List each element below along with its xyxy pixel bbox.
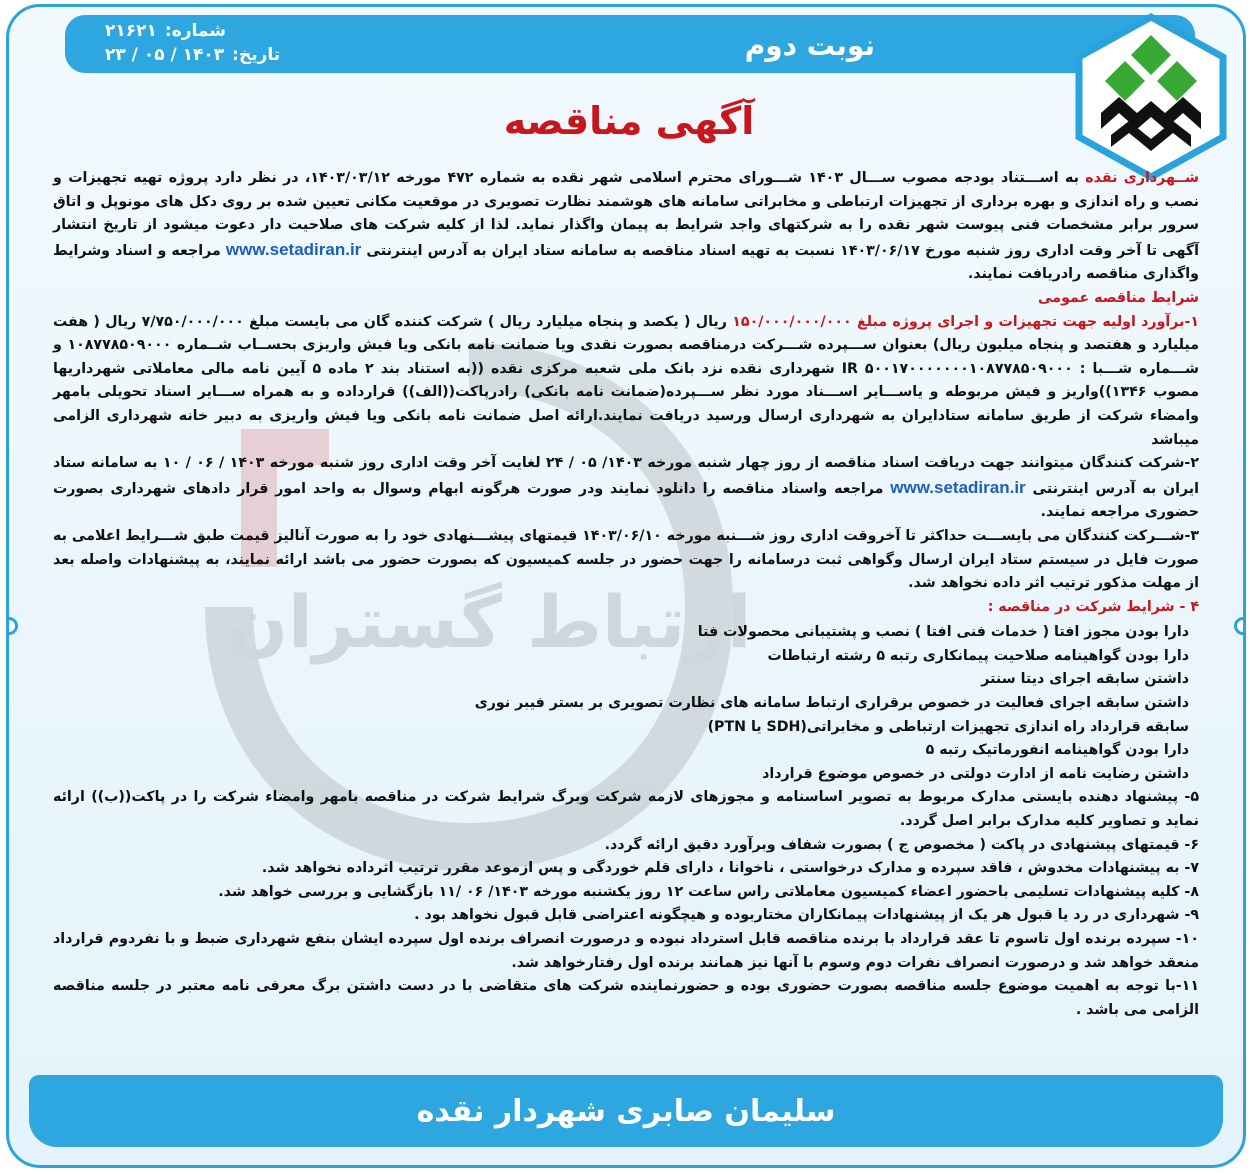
intro-text-1: به اســـتناد بودجه مصوب ســـال ۱۴۰۳ شـــورای محترم اسلامی شهر نقده به شماره ۴۷۲ مورخه ۱۴۰۳/۰۳/۱۲، در نظر دارد پروژه تهیه تجهیزات و نصب و راه اندازی و بهره برداری از تجهیزات ارتباطی و مخابراتی سامانه های هوشمند نظارت تصویری در موقعیت مکانی تعیین شده بر روی دکل های مونوپل و اتاق سرور برابر مشخصات فنی پیوست شهر نقده را به شرکتهای واجد شرایط به پیمان واگذار نماید. لذا از کلیه شرکت های صلاحیت دار دعوت میشود از تاریخ انتشار آگهی تا آخر وقت اداری روز شنبه مورخ ۱۴۰۳/۰۶/۱۷ نسبت به تهیه اسناد مناقصه به سامانه ستاد ایران به آدرس اینترنتی	[53, 170, 1199, 259]
issuer-name: شــهرداری نقده	[1085, 170, 1199, 186]
item-4-heading: ۴ - شرایط شرکت در مناقصه :	[987, 598, 1199, 615]
date-value: ۱۴۰۳ / ۰۵ / ۲۳	[105, 45, 225, 65]
series-label: نوبت دوم	[744, 28, 875, 62]
hexagon-logo-icon	[1067, 13, 1235, 181]
list-item: سابقه قرارداد راه اندازی تجهیزات ارتباطی و مخابراتی(SDH یا PTN)	[707, 718, 1189, 735]
item-10: ۱۰- سپرده برنده اول تاسوم تا عقد قرارداد با برنده مناقصه قابل استرداد نبوده و درصورت انصراف برنده اول سپرده ایشان بنفع شهرداری ضبط و با نفردوم قرارداد منعقد خواهد شد و درصورت انصراف نفرات دوم وسوم با آنها نیز همانند برنده اول رفتارخواهد شد.	[53, 931, 1199, 971]
item-8: ۸- کلیه پیشنهادات تسلیمی باحضور اعضاء کمیسیون معاملاتی راس ساعت ۱۲ روز یکشنبه مورخه ۱۴۰۳/ ۰۶ /۱۱ بازگشایی و بررسی خواهد شد.	[218, 883, 1199, 900]
list-item: دارا بودن گواهینامه صلاحیت پیمانکاری رتبه ۵ رشته ارتباطات	[767, 647, 1189, 664]
watermark-text: ارتباط گستران	[226, 580, 749, 664]
general-conditions-heading: شرایط مناقصه عمومی	[1037, 289, 1199, 306]
number-label: شماره:	[164, 21, 227, 41]
date-label: تاریخ:	[232, 45, 281, 65]
list-item: داشتن سابقه اجرای فعالیت در خصوص برقراری ارتباط سامانه های نظارت تصویری بر بستر فیبر نوری	[474, 695, 1189, 712]
list-item: دارا بودن گواهینامه انفورماتیک رتبه ۵	[925, 742, 1189, 759]
notice-title: آگهی مناقصه	[503, 99, 755, 143]
list-item: داشتن سابقه اجرای دیتا سنتر	[981, 671, 1189, 688]
intro-paragraph	[53, 167, 1199, 287]
website-link-2[interactable]: www.setadiran.ir	[890, 477, 1026, 497]
item-3: ۳-شـــرکت کنندگان می بایســـت حداکثر تا آخروقت اداری روز شـــنبه مورخه ۱۴۰۳/۰۶/۱۰ قیمتهای پیشـــنهادی خود را به صورت آنالیز قیمت طبق شـــرایط اعلامی به صورت فایل در سیستم ستاد ایران ارسال وگواهی ثبت درسامانه را جهت حضور در جلسه کمیسیون که بصورت حضور می باشد ارائه نمایند، به پیشنهادات واصله بعد از مهلت مذکور ترتیب اثر داده نخواهد شد.	[53, 527, 1200, 592]
item-1	[53, 311, 1199, 453]
item-2-text-1: ۲-شرکت کنندگان میتوانند جهت دریافت اسناد مناقصه از روز چهار شنبه مورخه ۱۴۰۳/ ۰۵ / ۲۴ لغایت آخر وقت اداری روز شنبه مورخه ۱۴۰۳ / ۰۶ / ۱۰ به سامانه ستاد ایران به آدرس اینترنتی	[53, 455, 1200, 497]
municipality-logo	[1067, 13, 1235, 181]
notice-meta	[105, 19, 280, 67]
frame-notch-left	[6, 617, 18, 635]
item-2	[53, 452, 1199, 525]
number-value: ۲۱۶۲۱	[105, 21, 157, 41]
website-link[interactable]: www.setadiran.ir	[225, 239, 362, 259]
frame-notch-right	[1234, 617, 1246, 635]
list-item: داشتن رضایت نامه از ادارت دولتی در خصوص موضوع قرارداد	[762, 765, 1189, 782]
signature-footer: سلیمان صابری شهردار نقده	[29, 1075, 1223, 1147]
item-2-text-2: مراجعه واسناد مناقصه را دانلود نمایند ودر صورت هرگونه ابهام وسوال به واحد امور قرار دادهای شهرداری بصورت حضوری مراجعه نمایند.	[53, 480, 1199, 521]
item-6: ۶- قیمتهای پیشنهادی در پاکت ( مخصوص ج ) بصورت شفاف وبرآورد دقیق ارائه گردد.	[604, 836, 1199, 853]
header-bar	[65, 15, 1195, 73]
item-1-estimate: ۱-برآورد اولیه جهت تجهیزات و اجرای پروژه مبلغ ۱۵۰/۰۰۰/۰۰۰/۰۰۰	[732, 313, 1199, 330]
item-1-text: ریال ( یکصد و پنجاه میلیارد ریال ) شرکت کننده گان می بایست مبلغ ۷/۷۵۰/۰۰۰/۰۰۰ ریال ( هفت میلیارد و هفتصد و پنجاه میلیون ریال) بعنوان ســـپرده شـــرکت درمناقصه بصورت نقدی ویا ضمانت نامه بانکی ویا فیش واریزی بحســاب شــماره ۱۰۸۷۷۸۵۰۹۰۰۰ و شـــماره شـــبا : IR ۵۰۰۱۷۰۰۰۰۰۰۰۱۰۸۷۷۸۵۰۹۰۰۰ شهرداری نقده نزد بانک ملی شعبه مرکزی نقده ((به استناد بند ۲ ماده ۵ آیین نامه مالی معاملاتی شهرداریها مصوب ۱۳۴۶))واریز و فیش مربوطه و یاســـایر اســـناد مورد نظر ســـپرده(ضمانت نامه بانکی) رادرپاکت((الف)) قرارداده و به همراه ســـایر اسناد تحویلی بامهر وامضاء شرکت از طریق سامانه ستادایران به شهرداری ارسال ورسید دریافت نمایند.ارائه اصل ضمانت نامه بانکی ویا فیش واریزی به دبیر خانه شهرداری الزامی میباشد	[53, 313, 1199, 448]
list-item: دارا بودن مجوز افتا ( خدمات فنی افتا ) نصب و پشتیبانی محصولات فتا	[697, 624, 1189, 641]
item-7: ۷- به پیشنهادات مخدوش ، فاقد سپرده و مدارک درخواستی ، ناخوانا ، دارای قلم خوردگی و پس ازموعد مقرر ترتیب اثرداده نخواهد شد.	[261, 860, 1199, 877]
intro-text-2: مراجعه و اسناد وشرایط واگذاری مناقصه رادریافت نمایند.	[53, 242, 1199, 283]
item-9: ۹- شهرداری در رد یا قبول هر یک از پیشنهادات پیمانکاران مختاربوده و هیچگونه اعتراضی قابل قبول نخواهد بود .	[414, 907, 1199, 924]
item-11: ۱۱-با توجه به اهمیت موضوع جلسه مناقصه بصورت حضوری بوده و حضورنماینده شرکت های متقاضی با در دست داشتن برگ معرفی نامه معتبر در جلسه مناقصه الزامی می باشد .	[53, 978, 1199, 1018]
notice-body	[53, 167, 1199, 1022]
notice-frame	[6, 4, 1246, 1168]
participation-conditions-list	[53, 621, 1199, 786]
item-5: ۵- پیشنهاد دهنده بایستی مدارک مربوط به تصویر اساسنامه و مجوزهای لازمه شرکت وبرگ شرایط شرکت در مناقصه بامهر وامضاء شرکت را در پاکت((ب)) ارائه نماید و تصاویر کلیه مدارک برابر اصل گردد.	[53, 789, 1199, 830]
